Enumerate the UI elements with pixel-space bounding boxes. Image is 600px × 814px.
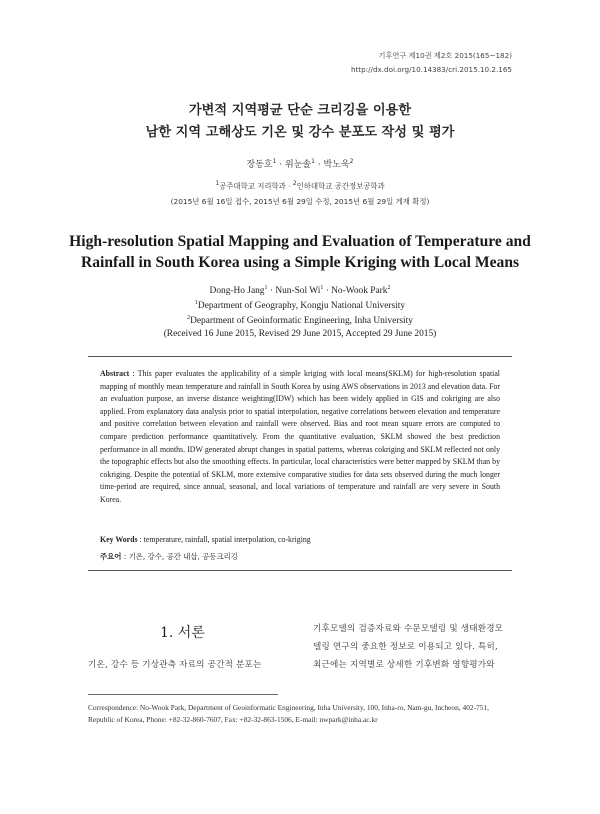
- author-sep: ·: [276, 160, 286, 170]
- affil-1-sup: 1: [215, 180, 220, 187]
- korean-key-words: [100, 551, 238, 562]
- author-1-kr-sup: 1: [272, 158, 277, 165]
- korean-title-line-1: 가변적 지역평균 단순 크리깅을 이용한: [188, 103, 412, 118]
- korean-key-words-text: : 기온, 강수, 공간 내삽, 공동크리깅: [121, 552, 238, 561]
- author-3-kr-sup: 2: [349, 158, 354, 165]
- affil-1-kr: 공주대학교 지리학과 ·: [219, 181, 293, 191]
- affil-1-en: Department of Geography, Kongju National University: [197, 301, 406, 312]
- abstract-bottom-rule: [88, 570, 512, 571]
- body-left-line-1: 기온, 강수 등 기상관측 자료의 공간적 분포는: [88, 660, 262, 670]
- doi-link[interactable]: http://dx.doi.org/10.14383/cri.2015.10.2.165: [350, 65, 512, 74]
- key-words-label: Key Words: [100, 535, 138, 544]
- korean-authors: [0, 157, 600, 170]
- english-title-line-1: High-resolution Spatial Mapping and Evaluation of Temperature and: [69, 233, 531, 250]
- section-heading: 1. 서론: [160, 625, 205, 641]
- english-title-line-2: Rainfall in South Korea using a Simple Kriging with Local Means: [80, 254, 520, 271]
- author-1-en: Dong-Ho Jang: [209, 286, 265, 297]
- korean-dates: (2015년 6월 16일 접수, 2015년 6월 29일 수정, 2015년 6월 29일 게재 확정): [170, 197, 430, 206]
- affil-2-sup: 2: [292, 180, 297, 187]
- affil-2-en-sup: 2: [187, 315, 191, 321]
- body-right-line-3: 최근에는 지역별로 상세한 기후변화 영향평가와: [313, 660, 495, 670]
- affil-1-en-sup: 1: [194, 300, 198, 306]
- affil-2-kr: 인하대학교 공간정보공학과: [296, 181, 385, 191]
- key-words-text: : temperature, rainfall, spatial interpolation, co-kriging: [137, 535, 311, 544]
- abstract-top-rule: [88, 356, 512, 357]
- journal-citation: 기후연구 제10권 제2호 2015(165~182): [378, 51, 512, 60]
- korean-title-line-2: 남한 지역 고해상도 기온 및 강수 분포도 작성 및 평가: [145, 125, 455, 140]
- korean-affiliations: [0, 180, 600, 191]
- author-2-en: Nun-Sol Wi: [275, 286, 321, 297]
- body-right-line-1: 기후모델의 검증자료와 수문모델링 및 생태환경모: [313, 624, 504, 634]
- abstract-text: : This paper evaluates the applicability of a simple kriging with local means(SKLM) for high-resolution spatial mapping of monthly mean temperature and rainfall in South Korea by using AWS observations in 2013 and elevation data. For an evaluation purpose, an inverse distance weighting(IDW) which has been widely applied in GIS and cokriging are also applied. From explanatory data analysis prior to spatial interpolation, negative correlations between elevation and temperature and positive correlation between elevation and rainfall were observed. Bias and root mean square errors are computed to compare prediction performance quantitatively. From the quantitative evaluation, SKLM showed the best prediction performance in all months. IDW generated abrupt changes in spatial patterns, whereas cokriging and SKLM reflected not only the topographic effects but also the smoothing effects. In particular, local characteristics were better mapped by SKLM than by cokriging. Despite the potential of SKLM, more extensive comparative studies for data sets observed during the much longer time-period are required, since annual, seasonal, and local variations of temperature and rainfall are very severe in South Korea.: [100, 369, 500, 504]
- abstract-label: Abstract: [100, 369, 130, 378]
- author-1-kr: 장동호: [246, 160, 273, 170]
- author-sep: ·: [323, 286, 332, 297]
- author-2-en-sup: 1: [320, 285, 324, 291]
- english-dates: (Received 16 June 2015, Revised 29 June 2015, Accepted 29 June 2015): [163, 329, 437, 339]
- author-3-en: No-Wook Park: [331, 286, 388, 297]
- author-2-kr: 위눈솔: [285, 160, 312, 170]
- author-2-kr-sup: 1: [311, 158, 315, 165]
- footnote-rule: [88, 694, 278, 695]
- correspondence-footnote: Correspondence: No-Wook Park, Department of Geoinformatic Engineering, Inha University, 100, Inha-ro, Nam-gu, Incheon, 402-751, Republic of Korea, Phone: +82-32-860-7607, Fax: +82-32-863-1506, E-mail: nwpark@inha.ac.kr: [88, 703, 489, 725]
- korean-key-words-label: 주요어: [100, 552, 122, 561]
- affil-2-en: Department of Geoinformatic Engineering, Inha University: [190, 316, 413, 327]
- abstract: [100, 368, 500, 507]
- author-1-en-sup: 1: [264, 285, 268, 291]
- author-sep: ·: [314, 160, 324, 170]
- body-right-line-2: 델링 연구의 중요한 정보로 이용되고 있다. 특히,: [313, 642, 498, 652]
- author-3-kr: 박노욱: [323, 160, 350, 170]
- author-sep: ·: [267, 286, 276, 297]
- key-words: [100, 535, 311, 544]
- author-3-en-sup: 2: [387, 285, 391, 291]
